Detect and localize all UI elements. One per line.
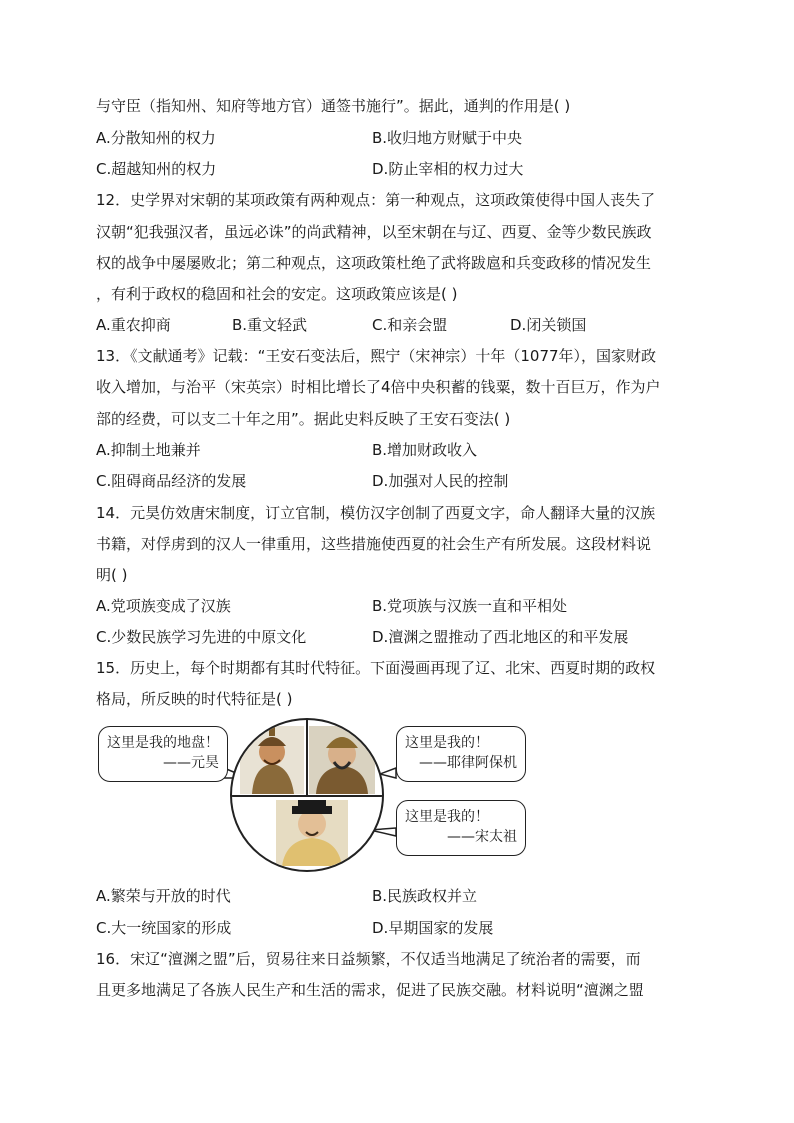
q15-option-a: A.繁荣与开放的时代 — [96, 887, 231, 905]
q15-option-c: C.大一统国家的形成 — [96, 919, 232, 937]
q15-option-d: D.早期国家的发展 — [372, 919, 494, 937]
q14-stem-1: 14．元昊仿效唐宋制度，订立官制，模仿汉字创制了西夏文字，命人翻译大量的汉族 — [96, 504, 656, 522]
q12-stem-3: 权的战争中屡屡败北；第二种观点，这项政策杜绝了武将跋扈和兵变政移的情况发生 — [96, 254, 652, 272]
bubble-text: 这里是我的！ — [405, 735, 489, 751]
q13-option-b: B.增加财政收入 — [372, 441, 478, 459]
q13-option-c: C.阻碍商品经济的发展 — [96, 472, 247, 490]
bubble-text: 这里是我的！ — [405, 809, 489, 825]
bubble-signature: ——元昊 — [163, 755, 219, 771]
q11-option-b: B.收归地方财赋于中央 — [372, 129, 523, 147]
q11-option-a: A.分散知州的权力 — [96, 129, 216, 147]
q14-stem-3: 明( ) — [96, 566, 128, 584]
q15-cartoon — [96, 716, 528, 872]
q14-stem-2: 书籍，对俘虏到的汉人一律重用，这些措施使西夏的社会生产有所发展。这段材料说 — [96, 535, 652, 553]
q12-option-d: D.闭关锁国 — [510, 316, 587, 334]
q13-stem-3: 部的经费，可以支二十年之用”。据此史料反映了王安石变法( ) — [96, 410, 511, 428]
q14-option-b: B.党项族与汉族一直和平相处 — [372, 597, 568, 615]
q13-stem-2: 收入增加，与治平（宋英宗）时相比增长了4倍中央积蓄的钱粟，数十百巨万，作为户 — [96, 378, 661, 396]
q14-option-d: D.澶渊之盟推动了西北地区的和平发展 — [372, 628, 629, 646]
bubble-signature: ——耶律阿保机 — [419, 755, 517, 771]
q16-stem-1: 16．宋辽“澶渊之盟”后，贸易往来日益频繁，不仅适当地满足了统治者的需要，而 — [96, 950, 641, 968]
portraits — [232, 720, 382, 870]
q16-stem-2: 且更多地满足了各族人民生产和生活的需求，促进了民族交融。材料说明“澶渊之盟 — [96, 981, 644, 999]
q14-option-c: C.少数民族学习先进的中原文化 — [96, 628, 307, 646]
q13-option-d: D.加强对人民的控制 — [372, 472, 509, 490]
q12-option-c: C.和亲会盟 — [372, 316, 448, 334]
portrait-yelv-abaoji — [309, 726, 375, 794]
portrait-yuanhao — [240, 726, 304, 794]
q12-option-a: A.重农抑商 — [96, 316, 171, 334]
q13-option-a: A.抑制土地兼并 — [96, 441, 201, 459]
q14-option-a: A.党项族变成了汉族 — [96, 597, 231, 615]
q12-stem-4: ，有利于政权的稳固和社会的安定。这项政策应该是( ) — [96, 285, 458, 303]
q12-stem-1: 12．史学界对宋朝的某项政策有两种观点：第一种观点，这项政策使得中国人丧失了 — [96, 191, 656, 209]
q11-option-c: C.超越知州的权力 — [96, 160, 217, 178]
q11-option-d: D.防止宰相的权力过大 — [372, 160, 524, 178]
portrait-song-taizu — [276, 800, 348, 866]
speech-bubble-yuanhao — [98, 726, 228, 782]
q15-stem-1: 15．历史上，每个时期都有其时代特征。下面漫画再现了辽、北宋、西夏时期的政权 — [96, 659, 656, 677]
bubble-signature: ——宋太祖 — [447, 829, 517, 845]
q13-stem-1: 13．《文献通考》记载：“王安石变法后，熙宁（宋神宗）十年（1077年），国家财政 — [96, 347, 657, 365]
bubble-text: 这里是我的地盘！ — [107, 735, 219, 751]
speech-bubble-song-taizu — [396, 800, 526, 856]
q11-stem-tail: 与守臣（指知州、知府等地方官）通签书施行”。据此，通判的作用是( ) — [96, 97, 571, 115]
q15-stem-2: 格局，所反映的时代特征是( ) — [96, 690, 293, 708]
q12-option-b: B.重文轻武 — [232, 316, 308, 334]
portrait-circle — [230, 718, 384, 872]
speech-bubble-yelv-abaoji — [396, 726, 526, 782]
q15-option-b: B.民族政权并立 — [372, 887, 478, 905]
q12-stem-2: 汉朝“犯我强汉者，虽远必诛”的尚武精神，以至宋朝在与辽、西夏、金等少数民族政 — [96, 223, 652, 241]
